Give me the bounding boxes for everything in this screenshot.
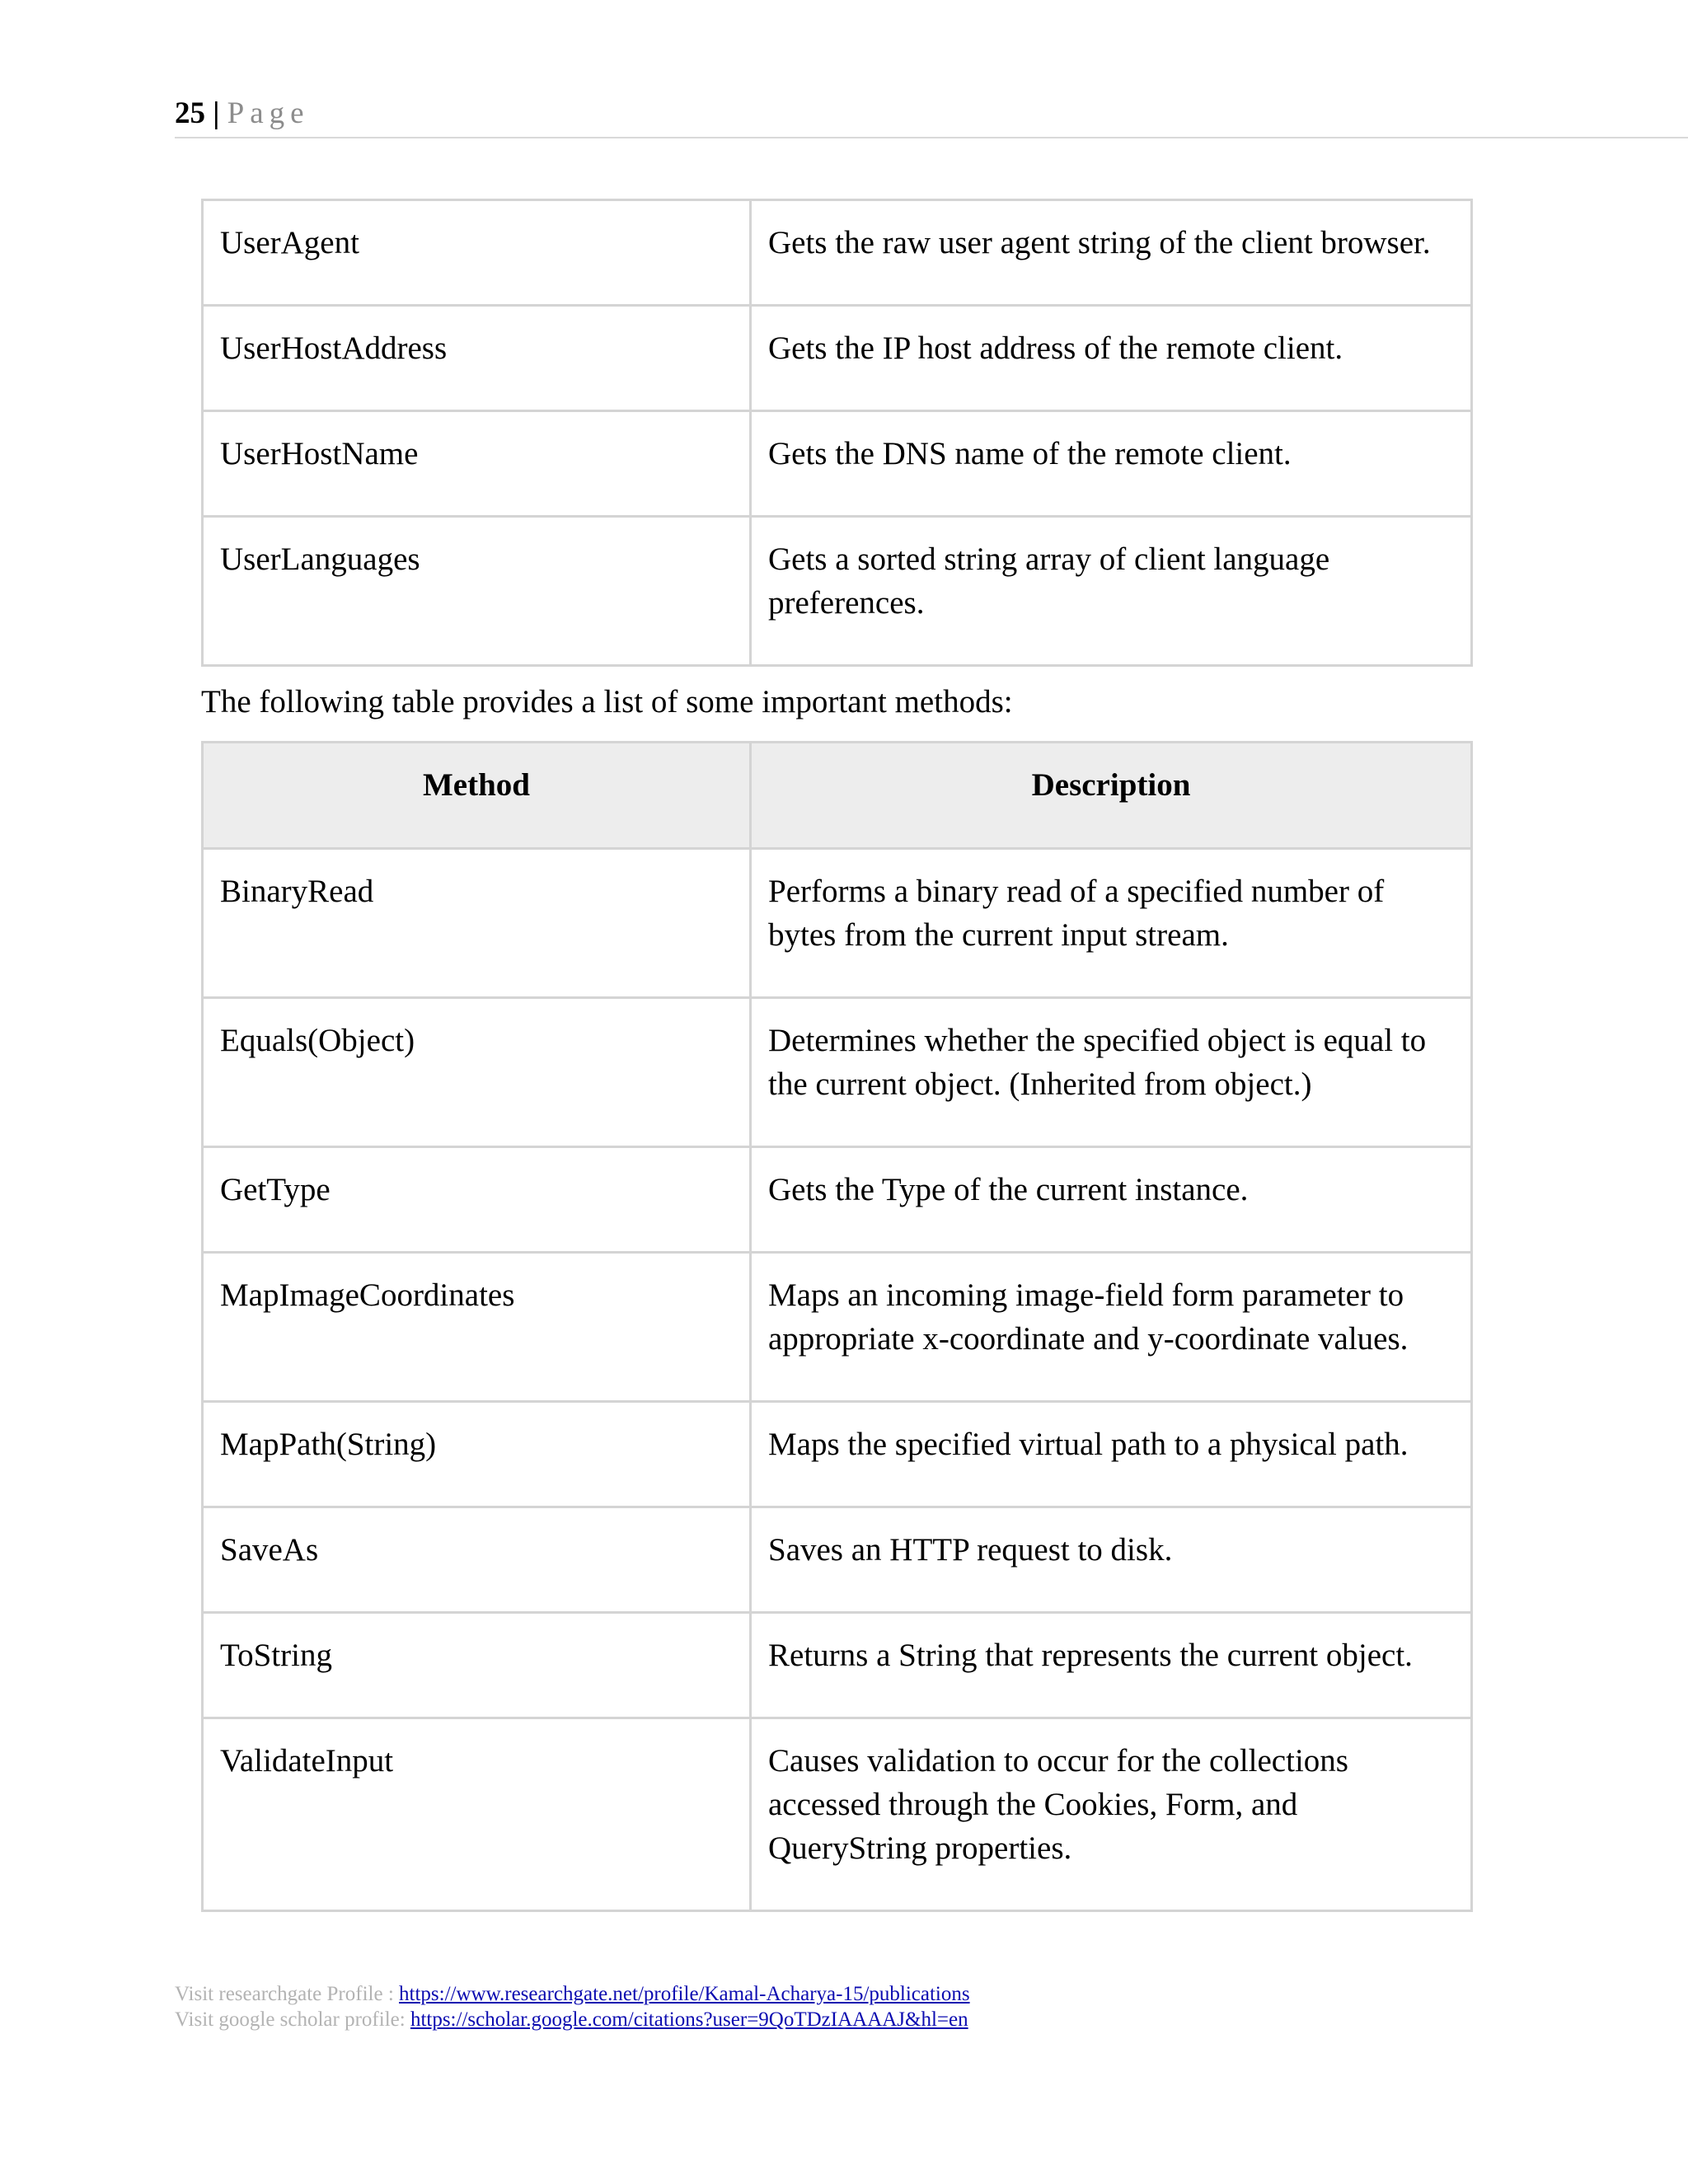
- method-name: SaveAs: [203, 1507, 751, 1613]
- table-row: [203, 200, 1472, 306]
- table-row: [203, 849, 1472, 998]
- researchgate-link[interactable]: https://www.researchgate.net/profile/Kamal-Acharya-15/publications: [399, 1983, 970, 2005]
- table-row: [203, 1402, 1472, 1507]
- scholar-label: Visit google scholar profile:: [175, 2008, 406, 2031]
- methods-table: [201, 741, 1473, 1912]
- page-number: 25: [175, 96, 205, 130]
- table-header-row: [203, 743, 1472, 849]
- table-row: [203, 1507, 1472, 1613]
- property-name: UserAgent: [203, 200, 751, 306]
- method-description: Causes validation to occur for the collections accessed through the Cookies, Form, and QueryString properties.: [751, 1718, 1472, 1911]
- page-separator: |: [213, 96, 220, 130]
- property-name: UserLanguages: [203, 517, 751, 666]
- method-name: Equals(Object): [203, 998, 751, 1147]
- method-name: ValidateInput: [203, 1718, 751, 1911]
- table-row: [203, 1147, 1472, 1253]
- property-name: UserHostName: [203, 411, 751, 517]
- method-name: ToString: [203, 1613, 751, 1718]
- table-row: [203, 411, 1472, 517]
- page-footer: [175, 1981, 970, 2032]
- method-description: Saves an HTTP request to disk.: [751, 1507, 1472, 1613]
- page-label: Page: [227, 96, 310, 130]
- researchgate-label: Visit researchgate Profile :: [175, 1983, 394, 2005]
- researchgate-line: [175, 1981, 970, 2007]
- property-description: Gets the raw user agent string of the client browser.: [751, 200, 1472, 306]
- table-row: [203, 1253, 1472, 1402]
- method-description: Returns a String that represents the current object.: [751, 1613, 1472, 1718]
- scholar-line: [175, 2007, 970, 2032]
- table-row: [203, 517, 1472, 666]
- table-row: [203, 998, 1472, 1147]
- table-row: [203, 306, 1472, 411]
- method-description: Maps the specified virtual path to a physical path.: [751, 1402, 1472, 1507]
- column-header-method: Method: [203, 743, 751, 849]
- method-name: MapPath(String): [203, 1402, 751, 1507]
- methods-intro-text: The following table provides a list of some important methods:: [201, 684, 1013, 719]
- method-description: Determines whether the specified object is equal to the current object. (Inherited from object.): [751, 998, 1472, 1147]
- method-description: Performs a binary read of a specified number of bytes from the current input stream.: [751, 849, 1472, 998]
- column-header-description: Description: [751, 743, 1472, 849]
- scholar-link[interactable]: https://scholar.google.com/citations?user=9QoTDzIAAAAJ&hl=en: [410, 2008, 968, 2031]
- method-name: BinaryRead: [203, 849, 751, 998]
- property-name: UserHostAddress: [203, 306, 751, 411]
- method-name: MapImageCoordinates: [203, 1253, 751, 1402]
- method-description: Gets the Type of the current instance.: [751, 1147, 1472, 1253]
- property-description: Gets the IP host address of the remote client.: [751, 306, 1472, 411]
- property-description: Gets a sorted string array of client language preferences.: [751, 517, 1472, 666]
- property-description: Gets the DNS name of the remote client.: [751, 411, 1472, 517]
- page-header: [175, 97, 1688, 138]
- properties-table: [201, 199, 1473, 667]
- method-name: GetType: [203, 1147, 751, 1253]
- table-row: [203, 1613, 1472, 1718]
- table-row: [203, 1718, 1472, 1911]
- method-description: Maps an incoming image-field form parameter to appropriate x-coordinate and y-coordinate values.: [751, 1253, 1472, 1402]
